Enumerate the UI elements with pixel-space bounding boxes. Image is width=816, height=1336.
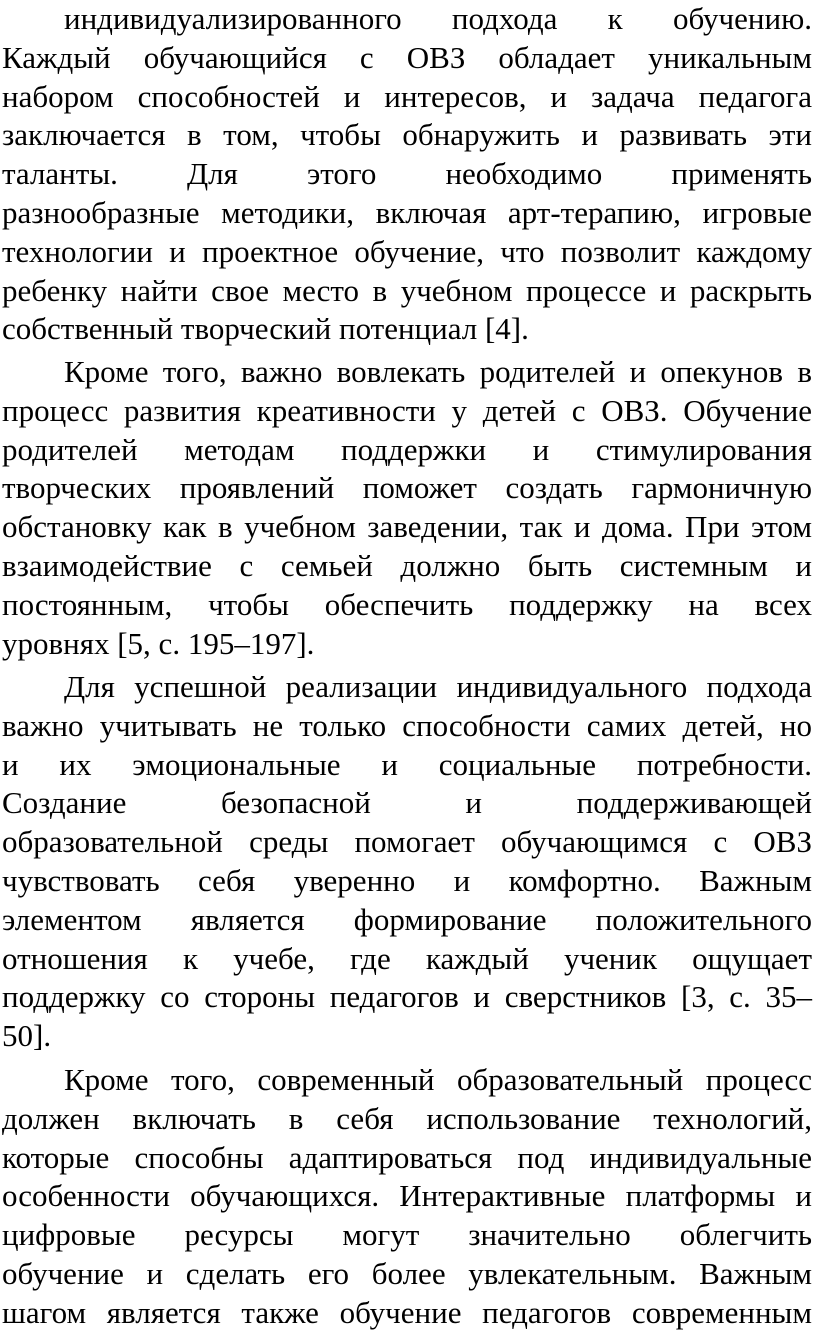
text-line: собственный творческий потенциал [4].	[2, 311, 529, 347]
text-line: Каждый обучающийся с ОВЗ обладает уникальным	[2, 39, 812, 75]
text-line: процесс развития креативности у детей с ОВЗ. Обучение	[2, 392, 812, 428]
text-line: Кроме того, современный образовательный процесс	[64, 1062, 812, 1097]
text-line: цифровые ресурсы могут значительно облегчить	[2, 1217, 812, 1253]
text-line: уровнях [5, с. 195–197].	[2, 625, 315, 661]
text-line: и их эмоциональные и социальные потребности.	[2, 746, 812, 782]
paragraph-4	[2, 1061, 812, 1333]
paragraph-3	[2, 668, 812, 1056]
text-line: важно учитывать не только способности самих детей, но	[2, 707, 812, 743]
paragraph-2	[2, 353, 812, 663]
text-line: шагом является также обучение педагогов современным	[2, 1294, 812, 1330]
text-line: 50].	[2, 1018, 52, 1054]
text-line: должен включать в себя использование технологий,	[2, 1100, 812, 1136]
text-line: поддержку со стороны педагогов и сверстников [3, с. 35–	[2, 979, 812, 1015]
text-line: особенности обучающихся. Интерактивные платформы и	[2, 1178, 812, 1214]
paragraph-1	[2, 0, 812, 349]
text-line: ребенку найти свое место в учебном процессе и раскрыть	[2, 272, 812, 308]
text-line: индивидуализированного подхода к обучению.	[64, 1, 812, 36]
text-line: родителей методам поддержки и стимулирования	[2, 431, 812, 467]
text-line: заключается в том, чтобы обнаружить и развивать эти	[2, 117, 812, 153]
text-line: Для успешной реализации индивидуального подхода	[64, 669, 812, 704]
text-line: обучение и сделать его более увлекательным. Важным	[2, 1255, 812, 1291]
text-line: постоянным, чтобы обеспечить поддержку на всех	[2, 586, 812, 622]
text-line: набором способностей и интересов, и задача педагога	[2, 78, 812, 114]
text-line: обстановку как в учебном заведении, так и дома. При этом	[2, 509, 812, 545]
text-line: Создание безопасной и поддерживающей	[2, 785, 812, 821]
text-line: Кроме того, важно вовлекать родителей и опекунов в	[64, 354, 812, 389]
text-line: образовательной среды помогает обучающимся с ОВЗ	[2, 824, 812, 860]
text-line: технологии и проектное обучение, что позволит каждому	[2, 233, 812, 269]
text-line: которые способны адаптироваться под индивидуальные	[2, 1139, 812, 1175]
text-line: творческих проявлений поможет создать гармоничную	[2, 470, 812, 506]
text-line: элементом является формирование положительного	[2, 901, 812, 937]
text-line: отношения к учебе, где каждый ученик ощущает	[2, 940, 812, 976]
text-line: разнообразные методики, включая арт-терапию, игровые	[2, 194, 812, 230]
text-line: чувствовать себя уверенно и комфортно. Важным	[2, 862, 812, 898]
text-line: таланты. Для этого необходимо применять	[2, 156, 812, 192]
text-line: взаимодействие с семьей должно быть системным и	[2, 547, 812, 583]
